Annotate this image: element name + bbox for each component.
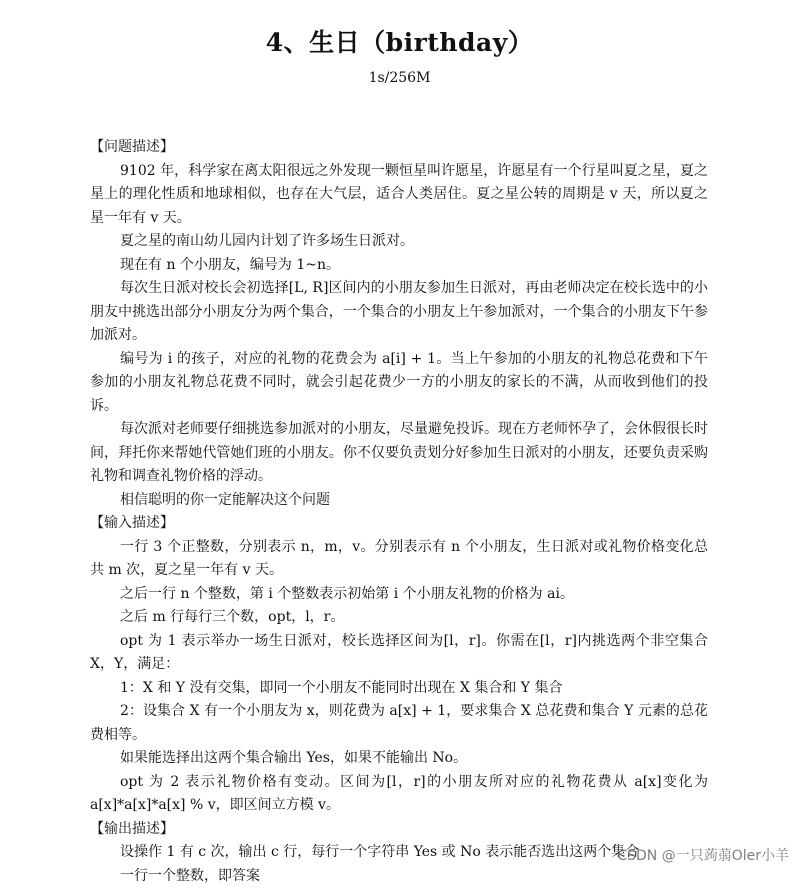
csdn-watermark: CSDN @一只蒟蒻Oler小羊 bbox=[617, 845, 789, 865]
paragraph: 相信聪明的你一定能解决这个问题 bbox=[90, 489, 708, 513]
paragraph: 每次派对老师要仔细挑选参加派对的小朋友，尽量避免投诉。现在方老师怀孕了，会休假很长时间，拜托你来帮她代管她们班的小朋友。你不仅要负责划分好参加生日派对的小朋友，还要负责采购礼物和调查礼物价格的浮动。 bbox=[90, 418, 708, 489]
paragraph: 如果能选择出这两个集合输出 Yes，如果不能输出 No。 bbox=[90, 747, 708, 771]
paragraph: 9102 年，科学家在离太阳很远之外发现一颗恒星叫许愿星，许愿星有一个行星叫夏之星，夏之星上的理化性质和地球相似，也存在大气层，适合人类居住。夏之星公转的周期是 v 天，所以夏之星一年有 v 天。 bbox=[90, 160, 708, 231]
problem-body bbox=[90, 136, 708, 888]
paragraph: 2：设集合 X 有一个小朋友为 x，则花费为 a[x] + 1，要求集合 X 总花费和集合 Y 元素的总花费相等。 bbox=[90, 700, 708, 747]
paragraph: opt 为 1 表示举办一场生日派对，校长选择区间为[l，r]。你需在[l，r]内挑选两个非空集合 X，Y，满足： bbox=[90, 630, 708, 677]
paragraph: 一行 3 个正整数，分别表示 n，m，v。分别表示有 n 个小朋友，生日派对或礼物价格变化总共 m 次，夏之星一年有 v 天。 bbox=[90, 536, 708, 583]
paragraph: 夏之星的南山幼儿园内计划了许多场生日派对。 bbox=[90, 230, 708, 254]
paragraph: 编号为 i 的孩子，对应的礼物的花费会为 a[i] + 1。当上午参加的小朋友的礼物总花费和下午参加的小朋友礼物总花费不同时，就会引起花费少一方的小朋友的家长的不满，从而收到他们的投诉。 bbox=[90, 348, 708, 419]
output-description-section bbox=[90, 818, 708, 888]
paragraph: 每次生日派对校长会初选择[L, R]区间内的小朋友参加生日派对，再由老师决定在校长选中的小朋友中挑选出部分小朋友分为两个集合，一个集合的小朋友上午参加派对，一个集合的小朋友下午参加派对。 bbox=[90, 277, 708, 348]
paragraph: 现在有 n 个小朋友，编号为 1~n。 bbox=[90, 254, 708, 278]
paragraph: 之后 m 行每行三个数，opt，l，r。 bbox=[90, 606, 708, 630]
input-description-section bbox=[90, 512, 708, 818]
problem-description-section bbox=[90, 136, 708, 512]
section-header-output-description: 【输出描述】 bbox=[90, 818, 708, 842]
section-header-input-description: 【输入描述】 bbox=[90, 512, 708, 536]
section-header-problem-description: 【问题描述】 bbox=[90, 136, 708, 160]
paragraph: 之后一行 n 个整数，第 i 个整数表示初始第 i 个小朋友礼物的价格为 ai。 bbox=[90, 583, 708, 607]
paragraph: 设操作 1 有 c 次，输出 c 行，每行一个字符串 Yes 或 No 表示能否选出这两个集合 bbox=[90, 841, 708, 865]
paragraph: opt 为 2 表示礼物价格有变动。区间为[l，r]的小朋友所对应的礼物花费从 a[x]变化为 a[x]*a[x]*a[x] % v，即区间立方模 v。 bbox=[90, 771, 708, 818]
paragraph: 一行一个整数，即答案 bbox=[90, 865, 708, 888]
paragraph: 1：X 和 Y 没有交集，即同一个小朋友不能同时出现在 X 集合和 Y 集合 bbox=[90, 677, 708, 701]
time-memory-limit: 1s/256M bbox=[0, 67, 799, 89]
problem-title: 4、生日（birthday） bbox=[0, 26, 799, 60]
